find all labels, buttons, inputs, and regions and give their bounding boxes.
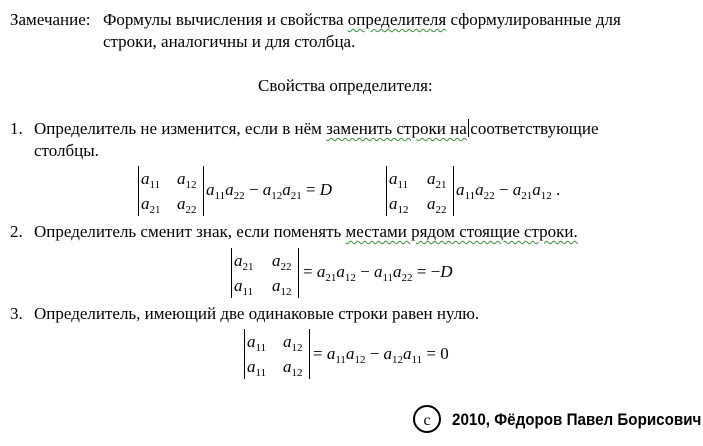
property-1-line-1-pre: Определитель не изменится, если в нём bbox=[34, 119, 327, 138]
copyright-icon: c bbox=[413, 405, 441, 433]
remark-label: Замечание: bbox=[10, 10, 91, 29]
determinant-2 bbox=[231, 248, 299, 298]
formula-2-rhs: = $a_{21}a_{12} - a_{11}a_{22} = -D$ bbox=[303, 262, 453, 284]
cell-2-1: $a_{21}$ bbox=[141, 194, 161, 216]
property-1-line-2: столбцы. bbox=[34, 141, 99, 160]
cell-1-2: $a_{21}$ bbox=[427, 169, 447, 191]
property-3-number: 3. bbox=[10, 304, 23, 323]
cell-1-2: $a_{22}$ bbox=[272, 251, 292, 273]
property-2-line-1-pre: Определитель сменит знак, если поменять bbox=[34, 222, 346, 241]
remark-line-1-misspelled: определителя bbox=[347, 10, 447, 29]
cell-1-1: $a_{21}$ bbox=[234, 251, 254, 273]
cell-2-1: $a_{12}$ bbox=[389, 194, 409, 216]
author-credit: 2010, Фёдоров Павел Борисович bbox=[452, 411, 702, 429]
remark-line-1-post: сформулированные для bbox=[446, 10, 621, 29]
section-heading: Свойства определителя: bbox=[258, 76, 433, 95]
determinant-3 bbox=[244, 329, 310, 379]
property-1-line-1-misspelled: заменить строки на bbox=[326, 119, 467, 138]
cell-2-2: $a_{12}$ bbox=[272, 276, 292, 298]
formula-1b-rhs: $a_{11}a_{22} - a_{21}a_{12}$ . bbox=[456, 180, 561, 202]
property-2-line-1 bbox=[34, 222, 578, 242]
property-2-number: 2. bbox=[10, 222, 23, 241]
cell-2-2: $a_{22}$ bbox=[427, 194, 447, 216]
cell-2-1: $a_{11}$ bbox=[234, 276, 254, 298]
property-2-line-1-misspelled: местами рядом стоящие строки. bbox=[345, 222, 578, 241]
remark-line-1-pre: Формулы вычисления и свойства bbox=[103, 10, 348, 29]
cell-1-2: $a_{12}$ bbox=[177, 169, 197, 191]
cell-1-2: $a_{12}$ bbox=[283, 332, 303, 354]
property-1-number: 1. bbox=[10, 119, 23, 138]
determinant-1b bbox=[386, 166, 454, 216]
cell-1-1: $a_{11}$ bbox=[247, 332, 267, 354]
cell-1-1: $a_{11}$ bbox=[141, 169, 161, 191]
cell-2-2: $a_{22}$ bbox=[177, 194, 197, 216]
formula-3-rhs: = $a_{11}a_{12} - a_{12}a_{11} = 0$ bbox=[313, 344, 449, 366]
property-3-line-1: Определитель, имеющий две одинаковые строки равен нулю. bbox=[34, 304, 480, 323]
cell-2-1: $a_{11}$ bbox=[247, 357, 267, 379]
remark-line-2: строки, аналогичны и для столбца. bbox=[103, 32, 356, 51]
property-1-line-1-post: соответствующие bbox=[470, 119, 599, 138]
formula-1a-rhs: $a_{11}a_{22} - a_{12}a_{21} = D$ bbox=[206, 180, 333, 202]
cell-2-2: $a_{12}$ bbox=[283, 357, 303, 379]
determinant-1a bbox=[138, 166, 204, 216]
cell-1-1: $a_{11}$ bbox=[389, 169, 409, 191]
remark-line-1 bbox=[103, 10, 621, 30]
property-1-line-1 bbox=[34, 119, 599, 139]
